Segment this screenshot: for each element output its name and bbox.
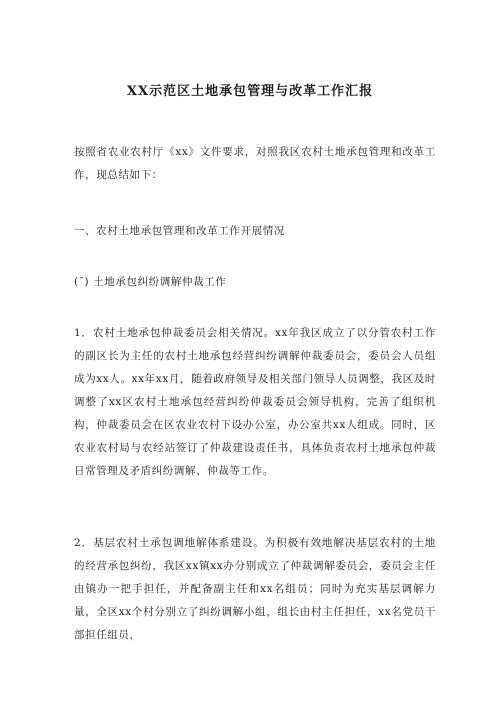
body-paragraph-1: 1．农村土地承包仲裁委员会相关情况。xx年我区成立了以分管农村工作的副区长为主任的农村土地承包经营纠纷调解仲裁委员会，委员会人员组成为xx人。xx年xx月，随着政府领导及相关部门领导人员调整，我区及时调整了xx区农村土地承包经营纠纷仲裁委员会领导机构，完善了组织机构，仲裁委员会在区农业农村下设办公室，办公室共xx人组成。同时，区农业农村局与农经站签订了仲裁建设责任书，具体负责农村土地承包仲裁日常管理及矛盾纠纷调解、仲裁等工作。 (74, 327, 436, 477)
section-heading: 一、农村土地承包管理和改革工作开展情况 (74, 225, 285, 237)
document-title: XX示范区土地承包管理与改革工作汇报 (126, 84, 374, 99)
subsection-heading: (¯) 土地承包纠纷调解仲裁工作 (74, 276, 227, 288)
body-paragraph-2: 2．基层农村土承包调地解体系建设。为积极有效地解决基层农村的土地的经营承包纠纷，我区xx镇xx办分别成立了仲裁调解委员会，委员会主任由镇办一把手担任，并配备副主任和xx名组员；同时为充实基层调解力量，全区xx个村分别立了纠纷调解小组，组长由村主任担任，xx名党员干部担任组员， (74, 537, 436, 641)
intro-paragraph: 按照省农业农村厅《xx》文件要求，对照我区农村土地承包管理和改革工作，现总结如下： (74, 146, 436, 181)
